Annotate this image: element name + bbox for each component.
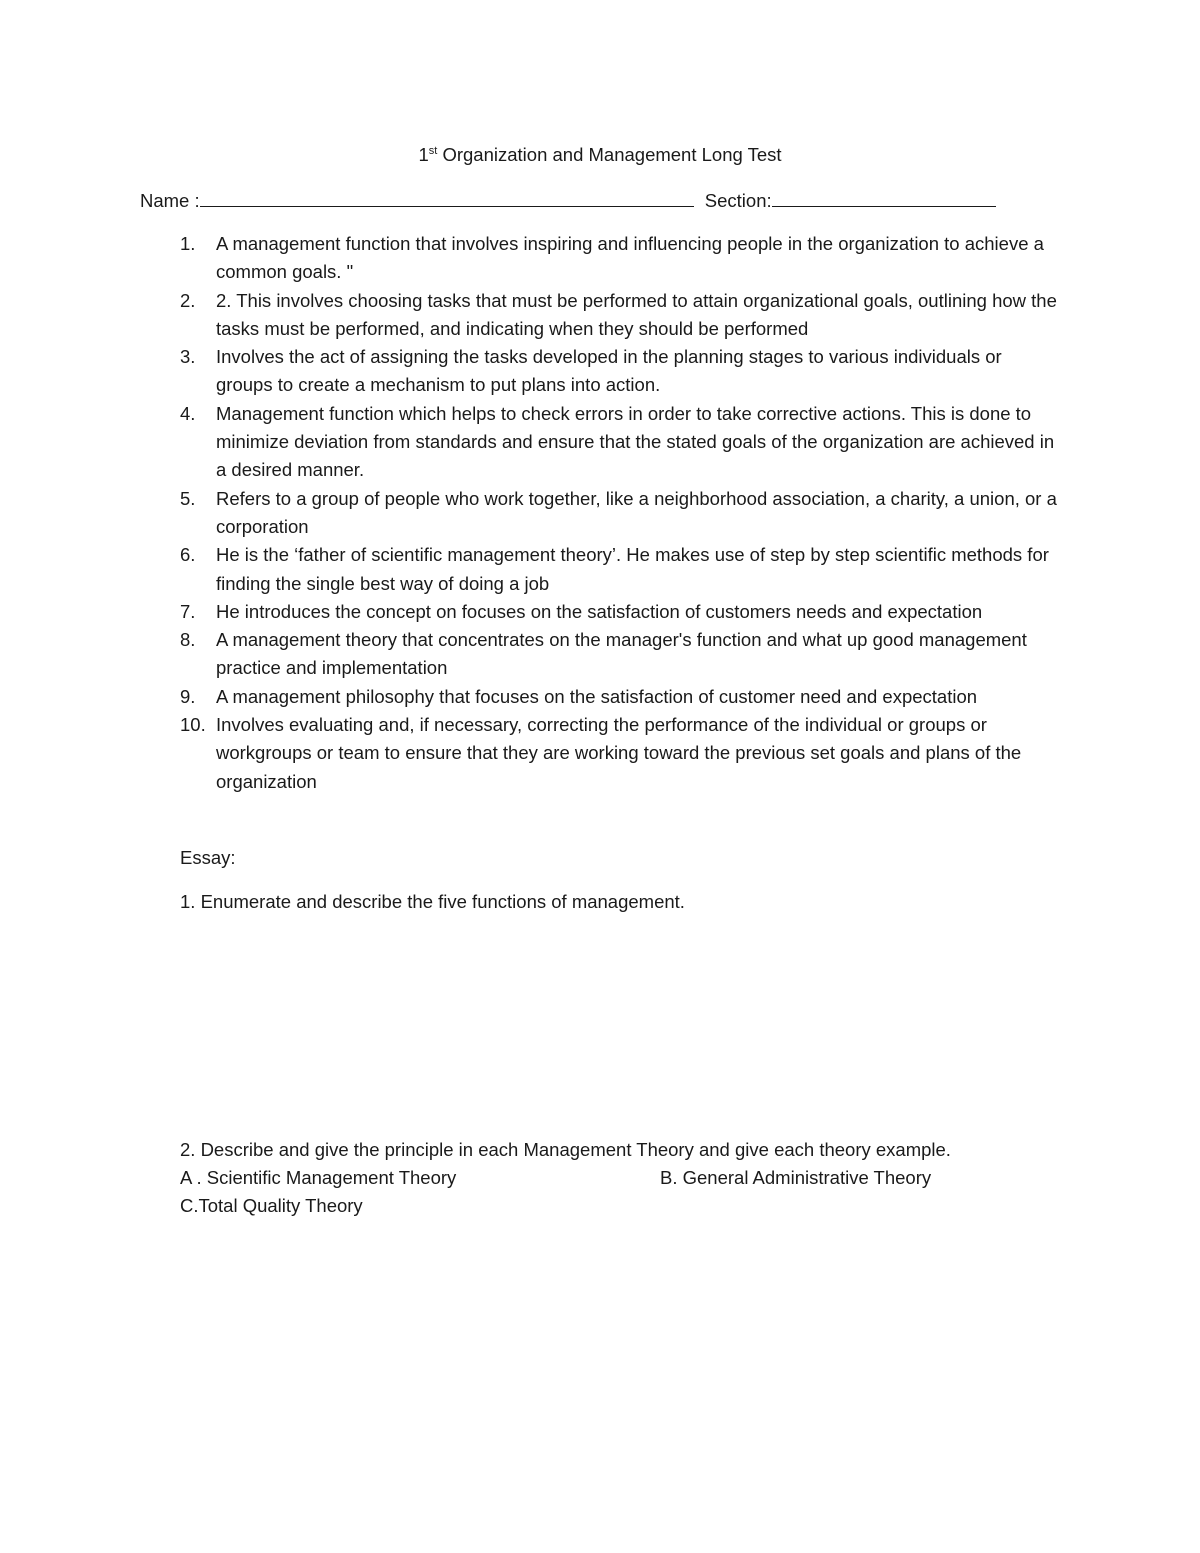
- title-prefix: 1: [418, 144, 429, 165]
- question-item: [180, 400, 1060, 485]
- question-number: 10.: [180, 714, 206, 736]
- section-label: Section:: [704, 190, 772, 211]
- question-number: 1.: [180, 233, 196, 254]
- section-blank-line: [772, 188, 996, 207]
- question-number: 4.: [180, 402, 196, 424]
- question-item: [180, 230, 1060, 287]
- question-text: Involves evaluating and, if necessary, correcting the performance of the individual or groups or workgroups or team to ensure that they are working toward the previous set goals and plans of the organization: [216, 714, 1022, 792]
- question-item: [180, 711, 1060, 796]
- question-item: [180, 287, 1060, 344]
- name-blank-line: [200, 188, 694, 207]
- question-item: [180, 485, 1060, 542]
- question-text: 2. This involves choosing tasks that must be performed to attain organizational goals, outlining how the tasks must be performed, and indicating when they should be performed: [216, 289, 1057, 339]
- question-text: A management function that involves inspiring and influencing people in the organization to achieve a common goals. ": [216, 233, 1044, 283]
- name-label: Name :: [140, 190, 200, 211]
- essay-question-2: 2. Describe and give the principle in each Management Theory and give each theory example.: [180, 1139, 951, 1160]
- question-number: 5.: [180, 487, 196, 509]
- essay-heading: Essay:: [180, 847, 236, 868]
- question-item: [180, 541, 1060, 598]
- question-text: A management theory that concentrates on the manager's function and what up good management practice and implementation: [216, 629, 1027, 679]
- title-superscript: st: [428, 144, 438, 157]
- theory-option-b: B. General Administrative Theory: [660, 1167, 932, 1188]
- essay-question-1: 1. Enumerate and describe the five functions of management.: [180, 891, 685, 912]
- question-text: He introduces the concept on focuses on the satisfaction of customers needs and expectation: [216, 600, 983, 622]
- question-item: [180, 626, 1060, 683]
- question-item: [180, 343, 1060, 400]
- question-number: 7.: [180, 600, 196, 622]
- question-number: 2.: [180, 289, 196, 311]
- page-title: [0, 142, 1200, 168]
- question-list: [180, 230, 1060, 796]
- question-text: Involves the act of assigning the tasks developed in the planning stages to various individuals or groups to create a mechanism to put plans into action.: [216, 346, 1002, 396]
- question-number: 9.: [180, 685, 196, 707]
- question-item: [180, 598, 1060, 626]
- title-text: Organization and Management Long Test: [437, 144, 782, 165]
- name-section-row: [140, 188, 996, 214]
- theory-option-c: C.Total Quality Theory: [180, 1195, 363, 1216]
- question-number: 8.: [180, 629, 196, 651]
- question-text: Management function which helps to check errors in order to take corrective actions. This is done to minimize deviation from standards and ensure that the stated goals of the organization are achieved in a desired manner.: [216, 402, 1055, 481]
- question-item: [180, 683, 1060, 711]
- question-text: A management philosophy that focuses on the satisfaction of customer need and expectation: [216, 685, 978, 707]
- question-text: Refers to a group of people who work together, like a neighborhood association, a charity, a union, or a corporation: [216, 487, 1057, 537]
- question-text: He is the ‘father of scientific management theory’. He makes use of step by step scientific methods for finding the single best way of doing a job: [216, 544, 1049, 594]
- theory-option-a: A . Scientific Management Theory: [180, 1167, 457, 1188]
- question-number: 6.: [180, 544, 196, 566]
- question-number: 3.: [180, 346, 196, 368]
